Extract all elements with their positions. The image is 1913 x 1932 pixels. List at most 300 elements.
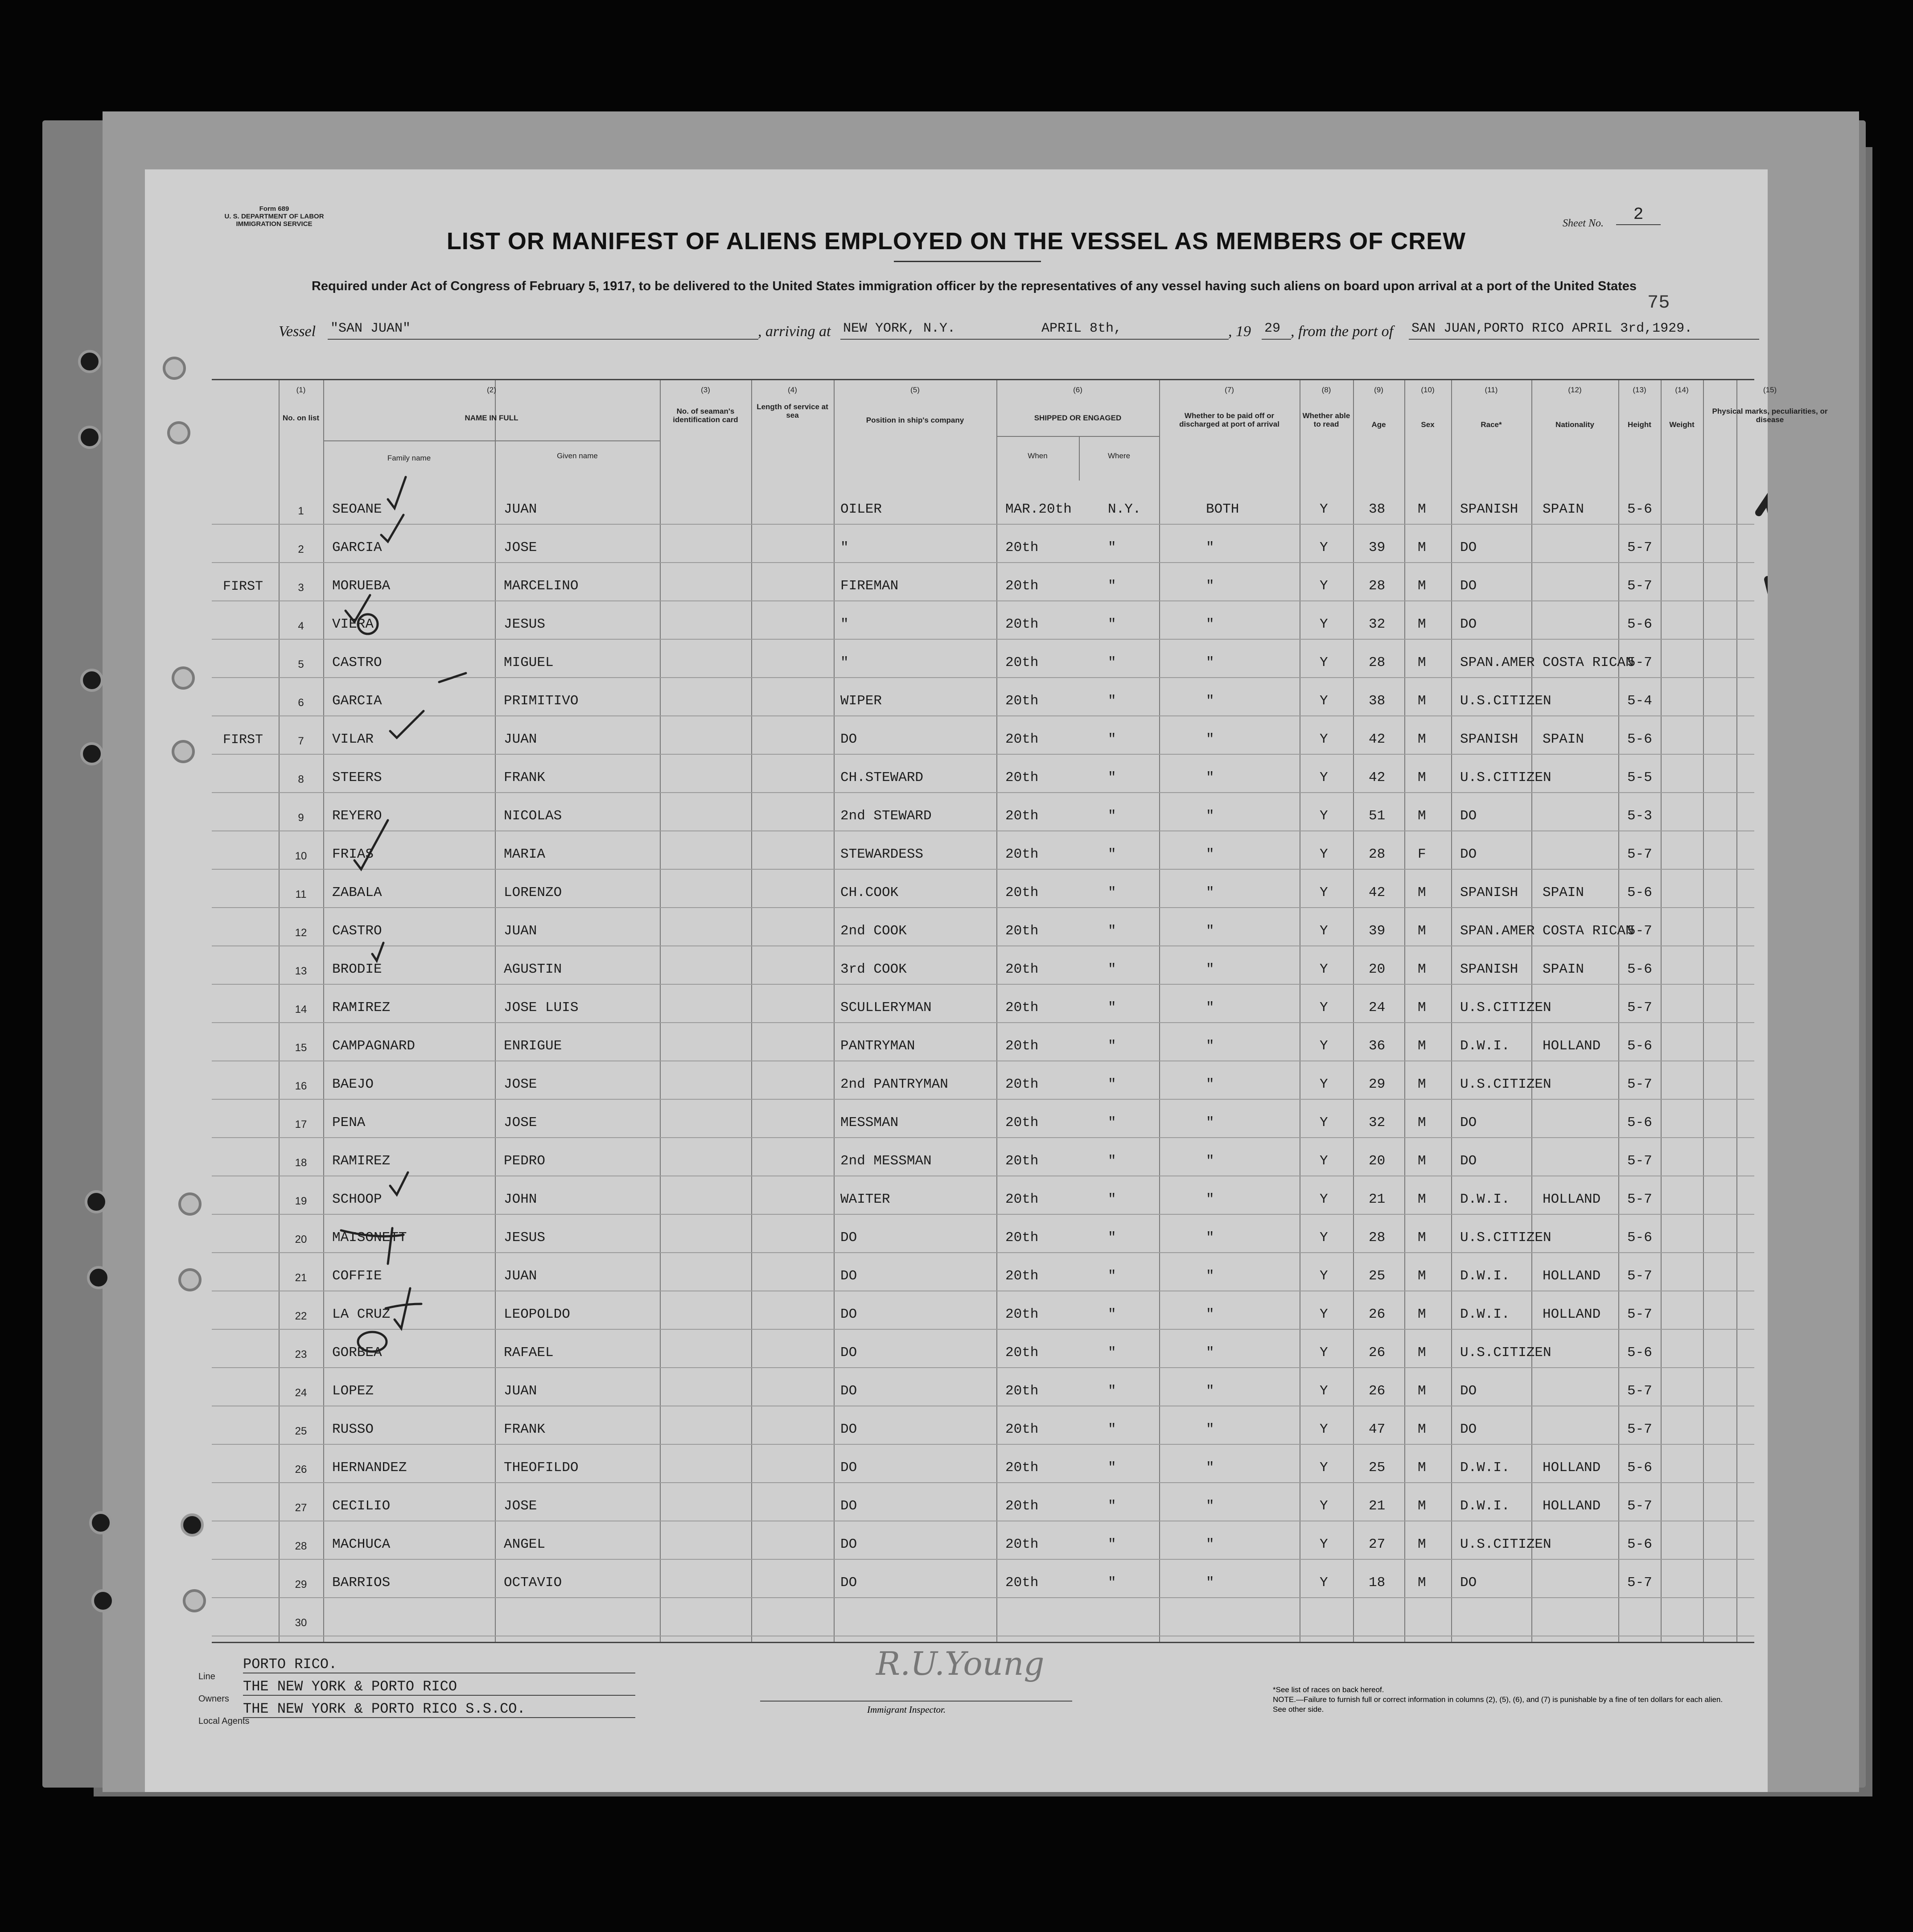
cell-family: GARCIA — [332, 540, 382, 555]
cell-when: 20th — [1005, 962, 1039, 977]
cell-where: " — [1108, 1498, 1116, 1514]
row-number: 14 — [295, 1003, 307, 1015]
cell-position: 2nd MESSMAN — [840, 1153, 932, 1169]
cell-where: " — [1108, 540, 1116, 555]
cell-position: MESSMAN — [840, 1115, 899, 1130]
row-number: 29 — [295, 1578, 307, 1591]
header-age: Age — [1371, 420, 1386, 429]
footnotes — [1273, 1685, 1728, 1714]
department: U. S. DEPARTMENT OF LABOR — [224, 213, 324, 220]
arriving-port: NEW YORK, N.Y. — [840, 321, 1039, 340]
from-port-label: , from the port of — [1291, 323, 1394, 340]
cell-given: JOSE — [504, 540, 537, 555]
cell-given: THEOFILDO — [504, 1460, 579, 1476]
cell-height: 5-3 — [1627, 808, 1652, 824]
form-title: LIST OR MANIFEST OF ALIENS EMPLOYED ON THE VESSEL AS MEMBERS OF CREW — [446, 228, 1466, 255]
cell-where: " — [1108, 617, 1116, 632]
cell-read: Y — [1320, 1345, 1328, 1361]
cell-read: Y — [1320, 885, 1328, 900]
cell-nationality: HOLLAND — [1543, 1038, 1601, 1054]
cell-sex: M — [1418, 1077, 1426, 1092]
cell-family: ZABALA — [332, 885, 382, 900]
col-num: (1) — [296, 386, 306, 394]
cell-family: LOPEZ — [332, 1383, 374, 1399]
header-when: When — [1028, 452, 1048, 460]
cell-where: " — [1108, 1038, 1116, 1054]
cell-race: DO — [1460, 1115, 1477, 1130]
cell-position: 2nd PANTRYMAN — [840, 1077, 948, 1092]
cell-when: 20th — [1005, 1038, 1039, 1054]
cell-sex: M — [1418, 1460, 1426, 1476]
header-length-service: Length of service at sea — [757, 403, 828, 419]
cell-paid: " — [1206, 1268, 1214, 1284]
cell-sex: M — [1418, 1153, 1426, 1169]
binder-hole — [89, 1511, 112, 1534]
cell-family: LA CRUZ — [332, 1307, 391, 1322]
header-sex: Sex — [1421, 420, 1435, 429]
cell-race: DO — [1460, 617, 1477, 632]
header-nationality: Nationality — [1555, 420, 1594, 429]
cell-age: 20 — [1369, 962, 1386, 977]
cell-where: " — [1108, 808, 1116, 824]
cell-when: 20th — [1005, 1268, 1039, 1284]
cell-paid: " — [1206, 540, 1214, 555]
cell-family: RUSSO — [332, 1422, 374, 1437]
title-underline — [894, 261, 1041, 262]
cell-family: FRIAS — [332, 847, 374, 862]
row-number: 15 — [295, 1042, 307, 1054]
form-number: Form 689 — [259, 205, 289, 213]
cell-where: " — [1108, 1537, 1116, 1552]
cell-age: 26 — [1369, 1307, 1386, 1322]
cell-paid: " — [1206, 617, 1214, 632]
binder-hole — [80, 742, 103, 765]
cell-when: 20th — [1005, 1537, 1039, 1552]
cell-given: JUAN — [504, 1383, 537, 1399]
cell-age: 38 — [1369, 501, 1386, 517]
cell-when: 20th — [1005, 1230, 1039, 1246]
inspector-label: Immigrant Inspector. — [867, 1704, 946, 1715]
cell-read: Y — [1320, 1498, 1328, 1514]
cell-position: CH.STEWARD — [840, 770, 924, 785]
row-number: 17 — [295, 1118, 307, 1130]
year-prefix: , 19 — [1228, 323, 1251, 340]
owners-value: THE NEW YORK & PORTO RICO — [243, 1678, 635, 1696]
cell-read: Y — [1320, 1537, 1328, 1552]
cell-sex: M — [1418, 885, 1426, 900]
cell-race: DO — [1460, 1575, 1477, 1591]
cell-when: 20th — [1005, 1422, 1039, 1437]
cell-height: 5-6 — [1627, 885, 1652, 900]
col-num: (7) — [1225, 386, 1234, 394]
line-value: PORTO RICO. — [243, 1656, 635, 1673]
col-num: (4) — [788, 386, 797, 394]
cell-when: 20th — [1005, 1345, 1039, 1361]
cell-position: 2nd STEWARD — [840, 808, 932, 824]
cell-height: 5-7 — [1627, 655, 1652, 670]
cell-given: AGUSTIN — [504, 962, 562, 977]
cell-given: MARCELINO — [504, 578, 579, 594]
cell-height: 5-6 — [1627, 1537, 1652, 1552]
cell-race: SPANISH — [1460, 501, 1518, 517]
cell-age: 28 — [1369, 578, 1386, 594]
cell-nationality: HOLLAND — [1543, 1307, 1601, 1322]
cell-height: 5-7 — [1627, 1268, 1652, 1284]
cell-nationality: SPAIN — [1543, 732, 1584, 747]
cell-paid: " — [1206, 1345, 1214, 1361]
cell-height: 5-7 — [1627, 1077, 1652, 1092]
header-where: Where — [1107, 452, 1131, 460]
cell-sex: M — [1418, 1115, 1426, 1130]
binder-hole — [178, 1268, 202, 1291]
cell-read: Y — [1320, 923, 1328, 939]
cell-family: SCHOOP — [332, 1192, 382, 1207]
cell-position: DO — [840, 1345, 857, 1361]
cell-race: D.W.I. — [1460, 1192, 1510, 1207]
cell-position: CH.COOK — [840, 885, 899, 900]
cell-height: 5-4 — [1627, 693, 1652, 709]
cell-age: 39 — [1369, 923, 1386, 939]
cell-paid: " — [1206, 1383, 1214, 1399]
row-number: 24 — [295, 1387, 307, 1399]
cell-read: Y — [1320, 1192, 1328, 1207]
cell-when: MAR.20th — [1005, 501, 1072, 517]
cell-family: SEOANE — [332, 501, 382, 517]
cell-race: D.W.I. — [1460, 1038, 1510, 1054]
cell-nationality: HOLLAND — [1543, 1498, 1601, 1514]
cell-sex: M — [1418, 808, 1426, 824]
cell-where: " — [1108, 1230, 1116, 1246]
row-number: 19 — [295, 1195, 307, 1207]
header-height: Height — [1628, 420, 1651, 429]
cell-sex: F — [1418, 847, 1426, 862]
binder-hole — [172, 666, 195, 690]
cell-race: U.S.CITIZEN — [1460, 1345, 1551, 1361]
cell-family: MACHUCA — [332, 1537, 391, 1552]
row-number: 27 — [295, 1502, 307, 1514]
cell-paid: " — [1206, 1575, 1214, 1591]
agents-value: THE NEW YORK & PORTO RICO S.S.CO. — [243, 1701, 635, 1718]
signature-line — [760, 1701, 1072, 1702]
cell-age: 28 — [1369, 847, 1386, 862]
cell-race: D.W.I. — [1460, 1460, 1510, 1476]
binder-hole — [91, 1589, 115, 1612]
cell-family: RAMIREZ — [332, 1153, 391, 1169]
cell-given: RAFAEL — [504, 1345, 554, 1361]
cell-when: 20th — [1005, 1383, 1039, 1399]
cell-paid: " — [1206, 655, 1214, 670]
cell-race: SPANISH — [1460, 732, 1518, 747]
row-number: 4 — [298, 620, 304, 632]
cell-paid: " — [1206, 885, 1214, 900]
cell-when: 20th — [1005, 1307, 1039, 1322]
cell-paid: " — [1206, 1537, 1214, 1552]
cell-where: " — [1108, 693, 1116, 709]
cell-position: " — [840, 617, 849, 632]
cell-where: " — [1108, 1115, 1116, 1130]
cell-family: CASTRO — [332, 655, 382, 670]
cell-height: 5-7 — [1627, 1383, 1652, 1399]
cell-when: 20th — [1005, 808, 1039, 824]
cell-paid: " — [1206, 808, 1214, 824]
cell-race: SPANISH — [1460, 962, 1518, 977]
cell-where: " — [1108, 732, 1116, 747]
cell-height: 5-6 — [1627, 1115, 1652, 1130]
row-number: 18 — [295, 1157, 307, 1169]
cell-height: 5-7 — [1627, 1000, 1652, 1015]
cell-where: " — [1108, 1153, 1116, 1169]
cell-nationality: SPAIN — [1543, 885, 1584, 900]
cell-where: " — [1108, 885, 1116, 900]
cell-age: 42 — [1369, 732, 1386, 747]
cell-given: JOHN — [504, 1192, 537, 1207]
cell-where: " — [1108, 1383, 1116, 1399]
cell-paid: " — [1206, 1498, 1214, 1514]
cell-family: CASTRO — [332, 923, 382, 939]
manifest-page — [145, 169, 1828, 1792]
cell-race: DO — [1460, 1422, 1477, 1437]
header-weight: Weight — [1669, 420, 1695, 429]
cell-position: DO — [840, 1307, 857, 1322]
cell-given: NICOLAS — [504, 808, 562, 824]
cell-position: DO — [840, 1460, 857, 1476]
cell-where: " — [1108, 1575, 1116, 1591]
cell-position: OILER — [840, 501, 882, 517]
cell-position: " — [840, 540, 849, 555]
cell-paid: " — [1206, 1077, 1214, 1092]
cell-race: DO — [1460, 540, 1477, 555]
cell-when: 20th — [1005, 1077, 1039, 1092]
col-num: (13) — [1633, 386, 1646, 394]
owners-label: Owners — [198, 1694, 229, 1704]
cell-sex: M — [1418, 1345, 1426, 1361]
cell-age: 36 — [1369, 1038, 1386, 1054]
cell-when: 20th — [1005, 693, 1039, 709]
cell-read: Y — [1320, 732, 1328, 747]
cell-given: ENRIGUE — [504, 1038, 562, 1054]
cell-where: " — [1108, 1268, 1116, 1284]
cell-family: PENA — [332, 1115, 366, 1130]
cell-sex: M — [1418, 1038, 1426, 1054]
cell-position: DO — [840, 732, 857, 747]
header-able-read: Whether able to read — [1302, 411, 1350, 428]
cell-height: 5-7 — [1627, 1192, 1652, 1207]
cell-position: SCULLERYMAN — [840, 1000, 932, 1015]
cell-read: Y — [1320, 847, 1328, 862]
cell-read: Y — [1320, 1575, 1328, 1591]
cell-when: 20th — [1005, 1575, 1039, 1591]
cell-race: DO — [1460, 808, 1477, 824]
binder-hole — [181, 1513, 204, 1537]
cell-given: JUAN — [504, 923, 537, 939]
cell-position: DO — [840, 1383, 857, 1399]
cell-race: DO — [1460, 1153, 1477, 1169]
cell-position: DO — [840, 1575, 857, 1591]
cell-age: 26 — [1369, 1383, 1386, 1399]
cell-height: 5-6 — [1627, 617, 1652, 632]
cell-age: 25 — [1369, 1268, 1386, 1284]
col-num: (15) — [1763, 386, 1777, 394]
cell-family: BAEJO — [332, 1077, 374, 1092]
cell-read: Y — [1320, 1460, 1328, 1476]
binder-hole — [163, 357, 186, 380]
cell-height: 5-6 — [1627, 732, 1652, 747]
cell-height: 5-5 — [1627, 770, 1652, 785]
cell-age: 39 — [1369, 540, 1386, 555]
form-id-block — [207, 205, 341, 228]
cell-read: Y — [1320, 1383, 1328, 1399]
cell-family: MORUEBA — [332, 578, 391, 594]
header-name-in-full: NAME IN FULL — [465, 414, 518, 422]
row-number: 10 — [295, 850, 307, 862]
binder-hole — [167, 421, 190, 444]
cell-sex: M — [1418, 693, 1426, 709]
cell-height: 5-6 — [1627, 1230, 1652, 1246]
cell-read: Y — [1320, 1153, 1328, 1169]
cell-race: U.S.CITIZEN — [1460, 770, 1551, 785]
cell-nationality: HOLLAND — [1543, 1460, 1601, 1476]
col-num: (5) — [910, 386, 920, 394]
header-family-name: Family name — [387, 454, 431, 462]
cell-where: " — [1108, 923, 1116, 939]
cell-age: 47 — [1369, 1422, 1386, 1437]
cell-sex: M — [1418, 1268, 1426, 1284]
cell-read: Y — [1320, 1077, 1328, 1092]
cell-height: 5-7 — [1627, 1307, 1652, 1322]
cell-family: RAMIREZ — [332, 1000, 391, 1015]
cell-family: HERNANDEZ — [332, 1460, 407, 1476]
col-num: (10) — [1421, 386, 1435, 394]
cell-given: LORENZO — [504, 885, 562, 900]
col-num: (8) — [1321, 386, 1331, 394]
cell-race: D.W.I. — [1460, 1307, 1510, 1322]
cell-where: " — [1108, 1460, 1116, 1476]
cell-race: U.S.CITIZEN — [1460, 1537, 1551, 1552]
cell-sex: M — [1418, 1000, 1426, 1015]
cell-height: 5-7 — [1627, 578, 1652, 594]
race-footnote: *See list of races on back hereof. — [1273, 1685, 1384, 1694]
cell-when: 20th — [1005, 617, 1039, 632]
cell-where: " — [1108, 1000, 1116, 1015]
cell-given: JUAN — [504, 1268, 537, 1284]
cell-race: D.W.I. — [1460, 1498, 1510, 1514]
cell-nationality: SPAIN — [1543, 962, 1584, 977]
col-num: (3) — [701, 386, 710, 394]
cell-given: JUAN — [504, 732, 537, 747]
vessel-name: "SAN JUAN" — [328, 321, 758, 340]
first-class-note: FIRST — [223, 579, 263, 594]
cell-when: 20th — [1005, 540, 1039, 555]
cell-where: " — [1108, 655, 1116, 670]
first-class-note: FIRST — [223, 732, 263, 748]
cell-sex: M — [1418, 962, 1426, 977]
cell-when: 20th — [1005, 923, 1039, 939]
cell-where: " — [1108, 962, 1116, 977]
cell-age: 18 — [1369, 1575, 1386, 1591]
cell-sex: M — [1418, 1537, 1426, 1552]
header-paid-off: Whether to be paid off or discharged at port of arrival — [1179, 411, 1279, 428]
row-number: 6 — [298, 697, 304, 709]
row-number: 16 — [295, 1080, 307, 1092]
cell-given: PRIMITIVO — [504, 693, 579, 709]
cell-paid: " — [1206, 962, 1214, 977]
cell-where: " — [1108, 1345, 1116, 1361]
cell-age: 42 — [1369, 885, 1386, 900]
row-number: 22 — [295, 1310, 307, 1322]
cell-read: Y — [1320, 655, 1328, 670]
cell-race: DO — [1460, 847, 1477, 862]
from-port: SAN JUAN,PORTO RICO APRIL 3rd,1929. — [1409, 321, 1759, 340]
inspector-signature: R.U.Young — [876, 1645, 1045, 1682]
cell-read: Y — [1320, 501, 1328, 517]
cell-family: GARCIA — [332, 693, 382, 709]
row-number: 20 — [295, 1233, 307, 1246]
cell-position: DO — [840, 1498, 857, 1514]
cell-sex: M — [1418, 501, 1426, 517]
cell-sex: M — [1418, 1575, 1426, 1591]
cell-given: MARIA — [504, 847, 546, 862]
cell-position: FIREMAN — [840, 578, 899, 594]
cell-read: Y — [1320, 578, 1328, 594]
cell-sex: M — [1418, 1307, 1426, 1322]
cell-nationality: HOLLAND — [1543, 1192, 1601, 1207]
cell-height: 5-7 — [1627, 1498, 1652, 1514]
cell-height: 5-7 — [1627, 540, 1652, 555]
cell-paid: " — [1206, 1307, 1214, 1322]
row-number: 1 — [298, 505, 304, 517]
cell-race: DO — [1460, 578, 1477, 594]
cell-read: Y — [1320, 1000, 1328, 1015]
agents-label: Local Agents — [198, 1716, 250, 1726]
row-number: 8 — [298, 773, 304, 785]
binder-hole — [178, 1192, 202, 1216]
cell-position: DO — [840, 1537, 857, 1552]
cell-family: VILAR — [332, 732, 374, 747]
cell-position: WAITER — [840, 1192, 890, 1207]
cell-read: Y — [1320, 808, 1328, 824]
cell-position: WIPER — [840, 693, 882, 709]
cell-nationality: SPAIN — [1543, 501, 1584, 517]
cell-given: LEOPOLDO — [504, 1307, 570, 1322]
sheet-no-label: Sheet No. — [1563, 218, 1604, 229]
cell-given: JESUS — [504, 617, 546, 632]
binder-hole — [87, 1266, 110, 1289]
cell-height: 5-6 — [1627, 962, 1652, 977]
cell-read: Y — [1320, 1268, 1328, 1284]
row-number: 12 — [295, 927, 307, 939]
binder-hole — [78, 426, 101, 449]
col-num: (2) — [487, 386, 496, 394]
cell-sex: M — [1418, 1230, 1426, 1246]
line-label: Line — [198, 1672, 215, 1681]
cell-paid: " — [1206, 1038, 1214, 1054]
cell-read: Y — [1320, 1230, 1328, 1246]
vessel-label: Vessel — [279, 323, 316, 340]
cell-where: N.Y. — [1108, 501, 1141, 517]
cell-position: PANTRYMAN — [840, 1038, 915, 1054]
cell-height: 5-7 — [1627, 923, 1652, 939]
col-num: (14) — [1675, 386, 1689, 394]
cell-height: 5-7 — [1627, 1153, 1652, 1169]
cell-position: STEWARDESS — [840, 847, 924, 862]
header-physical: Physical marks, peculiarities, or disease — [1712, 407, 1828, 424]
cell-family: GORBEA — [332, 1345, 382, 1361]
cell-read: Y — [1320, 770, 1328, 785]
cell-when: 20th — [1005, 1000, 1039, 1015]
cell-position: 2nd COOK — [840, 923, 907, 939]
arrival-date-line — [1039, 321, 1229, 340]
row-number: 25 — [295, 1425, 307, 1437]
